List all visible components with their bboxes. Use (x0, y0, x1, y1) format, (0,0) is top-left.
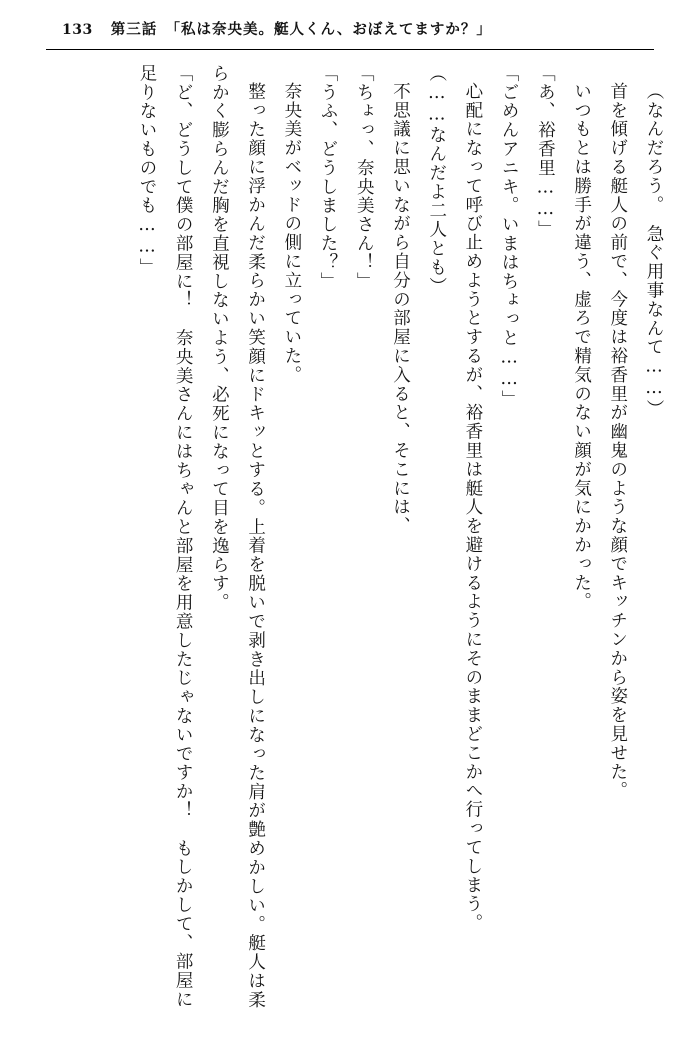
page-number: 133 (62, 22, 93, 38)
paragraph: いつもとは勝手が違う、虚ろで精気のない顔が気にかかった。 (571, 81, 592, 611)
paragraph: 「ちょっ、奈央美さん！」 (354, 64, 375, 291)
paragraph: 「うふ、どうしました？」 (318, 64, 339, 291)
paragraph: 「ごめんアニキ。いまはちょっと……」 (499, 64, 520, 410)
paragraph: 不思議に思いながら自分の部屋に入ると、そこには、 (390, 81, 411, 536)
paragraph: 心配になって呼び止めようとするが、裕香里は艇人を避けるようにそのままどこかへ行ってしまう。 (462, 81, 483, 932)
paragraph: （……なんだよ二人とも） (426, 64, 447, 296)
vertical-text-column (28, 64, 672, 1009)
page-header (28, 18, 672, 44)
paragraph: 整った顔に浮かんだ柔らかい笑顔にドキッとする。上着を脱いで剥き出しになった肩が艶めかしい。艇人は柔らかく膨らんだ胸を直視しないよう、必死になって目を逸らす。 (209, 64, 266, 1009)
body-area (28, 64, 672, 1014)
paragraph: 「ど、どうして僕の部屋に！ 奈央美さんにはちゃんと部屋を用意したじゃないですか！ もしかして、部屋に足りないものでも……」 (136, 64, 194, 1009)
header-divider (46, 49, 654, 50)
paragraph: （なんだろう。 急ぐ用事なんて……） (644, 81, 664, 418)
paragraph: 首を傾げる艇人の前で、今度は裕香里が幽鬼のような顔でキッチンから姿を見せた。 (607, 81, 628, 800)
paragraph: 「あ、裕香里……」 (535, 64, 556, 240)
chapter-title: 第三話 「私は奈央美。艇人くん、おぼえてますか？」 (110, 21, 492, 38)
paragraph: 奈央美がベッドの側に立っていた。 (281, 81, 302, 384)
